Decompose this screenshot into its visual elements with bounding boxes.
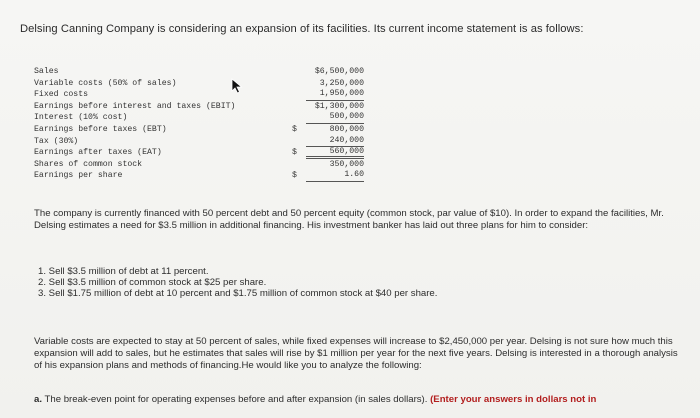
question-a-text: The break-even point for operating expenses before and after expansion (in sales dollars). [42, 394, 431, 405]
statement-row [34, 136, 364, 148]
statement-label: Fixed costs [34, 90, 89, 100]
statement-row [34, 170, 364, 182]
plan-item: 1. Sell $3.5 million of debt at 11 percent. [38, 266, 209, 277]
statement-row [34, 124, 364, 136]
statement-currency: $ [292, 171, 297, 181]
statement-row [34, 101, 364, 113]
statement-label: Shares of common stock [34, 159, 143, 169]
statement-value: $6,500,000 [314, 67, 364, 76]
financing-plans-list [38, 267, 683, 299]
statement-row [34, 112, 364, 124]
statement-label: Earnings per share [34, 171, 123, 181]
statement-value: 240,000 [306, 136, 364, 148]
mouse-pointer-icon [231, 78, 243, 94]
expectations-paragraph: Variable costs are expected to stay at 50 percent of sales, while fixed expenses will increase to $2,450,000 per year. Delsing is not sure how much this expansion will add to sales, but he estimates that sales will rise by $1 million per year for the next five years. Delsing is interested in a thorough analysis of his expansion plans and methods of financing.He would like you to analyze the following: [34, 336, 678, 371]
statement-value: 560,000 [306, 147, 364, 159]
statement-label: Variable costs (50% of sales) [34, 78, 177, 88]
intro-text: Delsing Canning Company is considering an expansion of its facilities. Its current income statement is as follows: [20, 23, 584, 35]
statement-value: 350,000 [329, 159, 364, 169]
plan-item: 3. Sell $1.75 million of debt at 10 percent and $1.75 million of common stock at $40 per share. [38, 287, 438, 299]
statement-label: Earnings before taxes (EBT) [34, 124, 167, 134]
question-a-prefix: a. [34, 394, 43, 405]
statement-value: $1,300,000 [314, 101, 364, 111]
statement-value: 1,950,000 [306, 89, 364, 101]
statement-value: 3,250,000 [319, 78, 364, 88]
statement-row [34, 89, 364, 101]
statement-value: 1.60 [306, 170, 364, 182]
plan-item: 2. Sell $3.5 million of common stock at $25 per share. [38, 276, 267, 288]
statement-row [34, 78, 364, 90]
financing-paragraph: The company is currently financed with 50 percent debt and 50 percent equity (common stock, par value of $10). In order to expand the facilities, Mr. Delsing estimates a need for $3.5 million in additional financing. His investment banker has laid out three plans for him to consider: [34, 208, 664, 231]
statement-label: Interest (10% cost) [34, 113, 128, 123]
statement-row [34, 66, 364, 78]
statement-label: Earnings after taxes (EAT) [34, 148, 162, 158]
statement-row [34, 147, 364, 159]
question-a [34, 394, 679, 406]
statement-currency: $ [292, 148, 297, 158]
statement-value: 500,000 [306, 112, 364, 124]
income-statement [34, 66, 364, 182]
question-a-instruction: (Enter your answers in dollars not in [430, 394, 597, 405]
statement-value: 800,000 [329, 124, 364, 134]
statement-label: Sales [34, 67, 59, 76]
statement-label: Earnings before interest and taxes (EBIT) [34, 101, 236, 111]
statement-label: Tax (30%) [34, 136, 79, 146]
statement-row [34, 159, 364, 171]
statement-currency: $ [292, 124, 297, 134]
